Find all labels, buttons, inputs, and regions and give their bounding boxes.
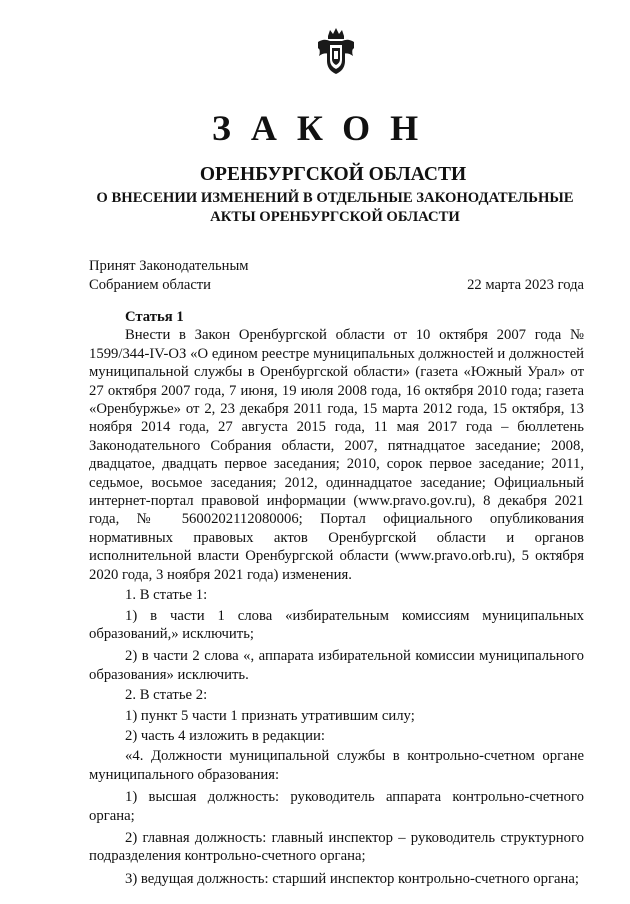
amendment-subitem: 2) в части 2 слова «, аппарата избирательной комиссии муниципального образования» исключить. <box>89 648 584 683</box>
amendment-subitem: 2) часть 4 изложить в редакции: <box>125 727 325 744</box>
law-body <box>89 308 584 888</box>
law-subject <box>0 189 630 227</box>
amendment-subitem: 1) пункт 5 части 1 признать утратившим силу; <box>125 707 415 724</box>
adoption-date: 22 марта 2023 года <box>467 277 584 293</box>
amendment-item: 2. В статье 2: <box>125 687 208 704</box>
adoption-line: Принят Законодательным <box>89 258 249 274</box>
law-subject-line: О ВНЕСЕНИИ ИЗМЕНЕНИЙ В ОТДЕЛЬНЫЕ ЗАКОНОДАТЕЛЬНЫЕ <box>96 190 574 206</box>
region-title: ОРЕНБУРГСКОЙ ОБЛАСТИ <box>199 164 467 185</box>
law-subject-line: АКТЫ ОРЕНБУРГСКОЙ ОБЛАСТИ <box>210 209 460 225</box>
quoted-text: «4. Должности муниципальной службы в контрольно-счетном органе муниципального образования: <box>89 748 584 783</box>
coat-of-arms-emblem <box>316 28 356 76</box>
article-title: Статья 1 <box>125 309 184 325</box>
amendment-item: 1. В статье 1: <box>125 587 208 604</box>
position-item: 3) ведущая должность: старший инспектор контрольно-счетного органа; <box>125 870 579 887</box>
article-intro-paragraph: Внести в Закон Оренбургской области от 10 октября 2007 года № 1599/344-IV-ОЗ «О едином реестре муниципальных должностей и должностей муниципальной службы в Оренбургской области» (газета «Южный Урал» от 27 октября 2007 года, 7 июня, 19 июля 2008 года, 16 октября 2010 года; газета «Оренбуржье» от 2, 23 декабря 2011 года, 15 марта 2012 года, 15 октября, 13 ноября 2014 года, 27 августа 2015 года, 11 мая 2017 года – бюллетень Законодательного Собрания области, 2007, пятнадцатое заседание; 2008, двадцатое, двадцать первое заседания; 2010, сорок первое заседание; 2011, седьмое, восьмое заседания; 2012, одиннадцатое заседание; Официальный интернет-портал правовой информации (www.pravo.gov.ru), 8 декабря 2021 года, № 5600202112080006; Портал официального опубликования нормативных правовых актов Оренбургской области и органов исполнительной власти Оренбургской области (www.pravo.orb.ru), 5 октября 2020 года, 3 ноября 2021 года) изменения. <box>89 327 584 583</box>
adoption-note <box>89 257 248 295</box>
position-item: 2) главная должность: главный инспектор – руководитель структурного подразделения контрольно-счетного органа; <box>89 829 584 865</box>
position-item: 1) высшая должность: руководитель аппарата контрольно-счетного органа; <box>89 789 584 824</box>
amendment-subitem: 1) в части 1 слова «избирательным комиссиям муниципальных образований,» исключить; <box>89 607 584 642</box>
law-title: ЗАКОН <box>211 108 439 148</box>
adoption-line: Собранием области <box>89 277 211 293</box>
